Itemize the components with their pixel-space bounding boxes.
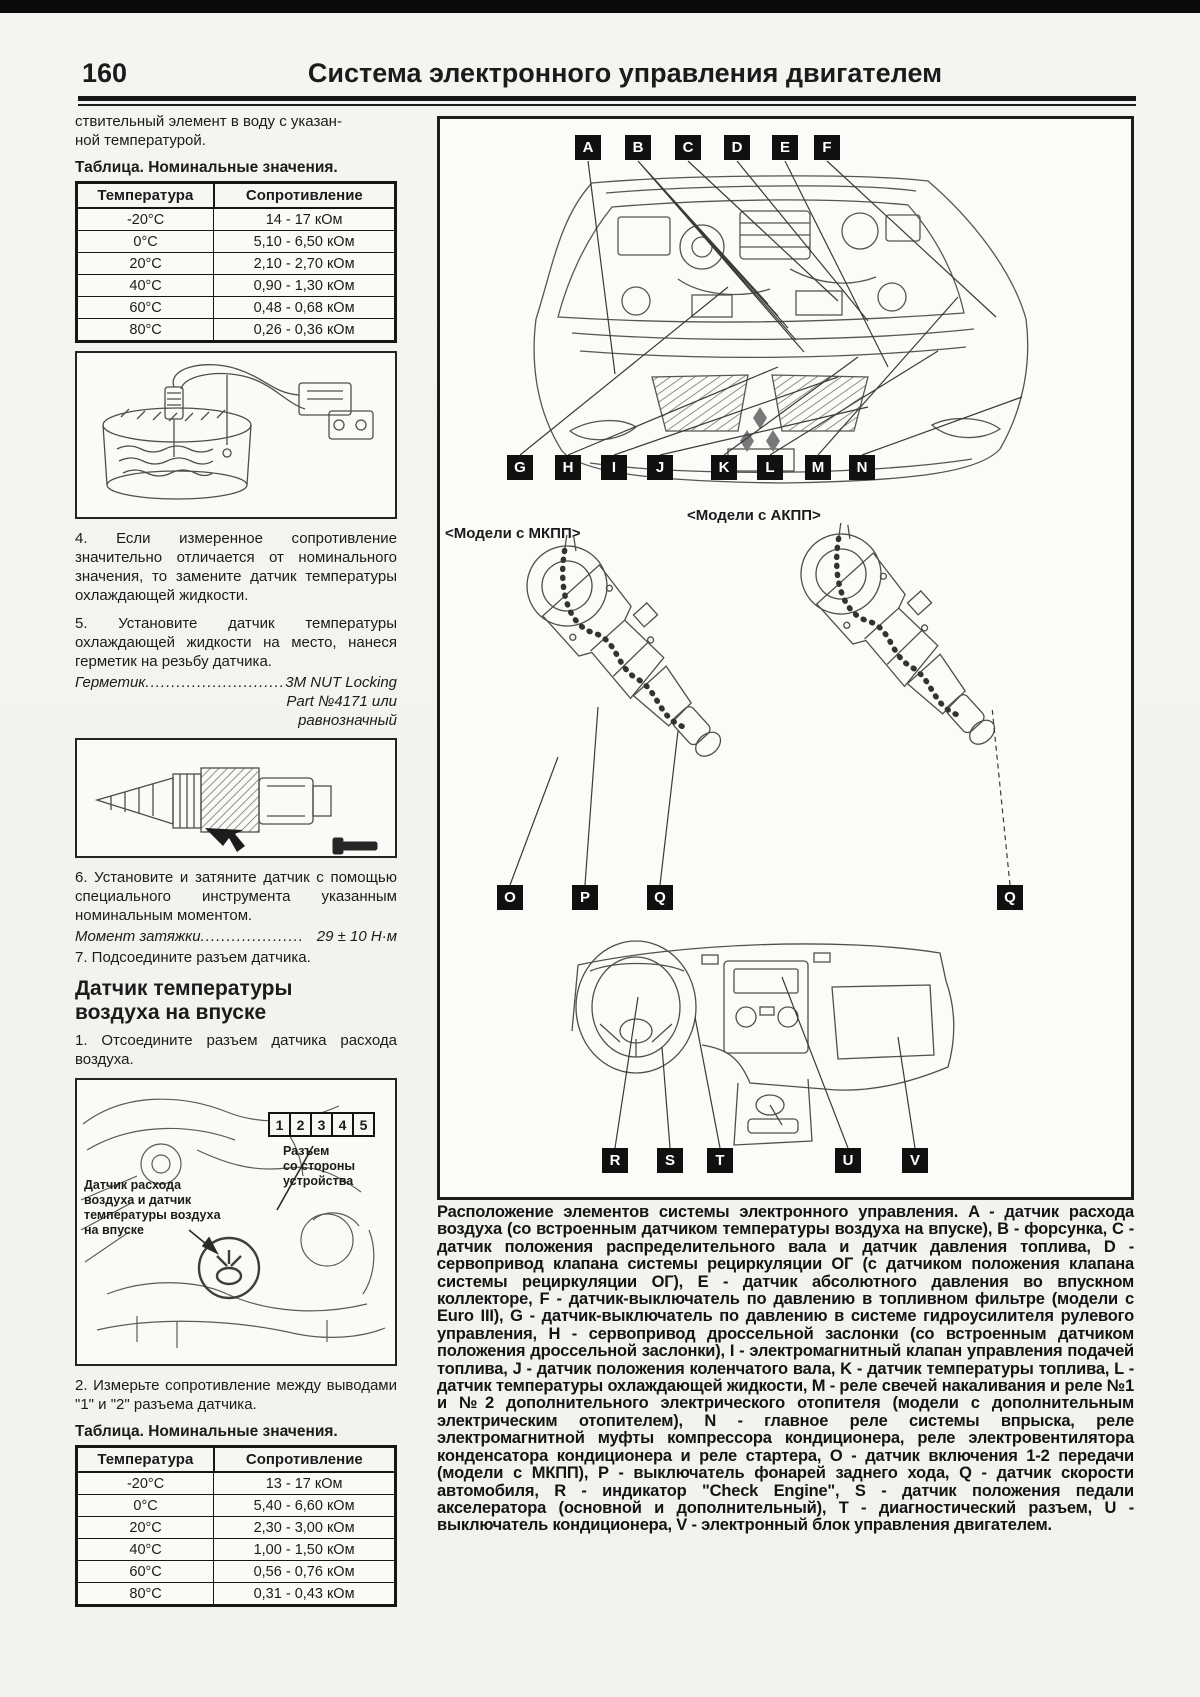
label-line: на впуске [84, 1223, 145, 1237]
step-5-paragraph: 5. Установите датчик температуры охлаждающей жидкости на место, нанеся герметик на резьбу датчика. [75, 615, 397, 670]
header-rule-thick [78, 96, 1136, 101]
callout-o: O [497, 885, 523, 910]
leader-dots: .................... [200, 928, 304, 945]
torque-value: 29 ± 10 Н·м [316, 928, 397, 945]
callout-l: L [757, 455, 783, 480]
table2-caption: Таблица. Номинальные значения. [75, 1423, 338, 1440]
cell-res: 2,30 - 3,00 кОм [214, 1517, 396, 1539]
page-number: 160 [82, 58, 128, 88]
left-column [75, 112, 397, 1615]
step-1-paragraph: 1. Отсоедините разъем датчика расхода воздуха. [75, 1032, 397, 1068]
pointer-arrow [205, 828, 245, 852]
cell-temp: 20°C [77, 253, 214, 275]
column-header-temperature: Температура [77, 1447, 214, 1473]
heading-line-1: Датчик температуры [75, 977, 293, 1000]
table-row [77, 253, 396, 275]
sealant-label: Герметик [75, 674, 146, 691]
sealant-value-line-2: Part №4171 или [286, 693, 397, 710]
intro-paragraph [75, 112, 397, 150]
figure-coolant-sensor [75, 738, 397, 858]
diagram-line-art [440, 119, 1131, 1197]
cell-res: 0,90 - 1,30 кОм [214, 275, 396, 297]
torque-spec [75, 927, 397, 946]
step-6-paragraph: 6. Установите и затяните датчик с помощью специального инструмента указанным номинальным моментом. [75, 869, 397, 924]
cell-temp: 20°C [77, 1517, 214, 1539]
label-line: со стороны [283, 1159, 356, 1173]
header-rule-thin [78, 104, 1136, 106]
dashboard-drawing [572, 941, 954, 1145]
beaker-test-drawing [77, 353, 394, 517]
label-line: Датчик расхода [84, 1178, 182, 1192]
callout-n: N [849, 455, 875, 480]
component-location-diagram [437, 116, 1134, 1200]
column-header-resistance: Сопротивление [214, 183, 396, 209]
sealant-value-line-1: 3M NUT Locking [285, 674, 397, 691]
table-row [77, 1472, 396, 1495]
intro-line-1: ствительный элемент в воду с указан- [75, 113, 342, 130]
cell-res: 0,48 - 0,68 кОм [214, 297, 396, 319]
cell-temp: -20°C [77, 1472, 214, 1495]
step-7-paragraph: 7. Подсоедините разъем датчика. [75, 949, 311, 966]
pin-1: 1 [268, 1112, 291, 1137]
sealant-value-line-3: равнозначный [298, 712, 397, 729]
page-title: Система электронного управления двигателем [307, 58, 943, 88]
table-row [77, 1561, 396, 1583]
callout-m: M [805, 455, 831, 480]
callout-f: F [814, 135, 840, 160]
callout-v: V [902, 1148, 928, 1173]
cell-temp: -20°C [77, 208, 214, 231]
pin-3: 3 [310, 1112, 333, 1137]
table-row [77, 208, 396, 231]
pin-2: 2 [289, 1112, 312, 1137]
figure-airflow-sensor [75, 1078, 397, 1366]
step-2-paragraph: 2. Измерьте сопротивление между выводами "1" и "2" разъема датчика. [75, 1377, 397, 1413]
table-header-row [77, 1447, 396, 1473]
brand-logo-diamonds [740, 407, 780, 452]
label-line: воздуха и датчик [84, 1193, 192, 1207]
table1-caption: Таблица. Номинальные значения. [75, 159, 338, 176]
cell-temp: 40°C [77, 1539, 214, 1561]
callout-b: B [625, 135, 651, 160]
callout-g: G [507, 455, 533, 480]
callout-k: K [711, 455, 737, 480]
column-header-temperature: Температура [77, 183, 214, 209]
airflow-sensor-label [84, 1178, 234, 1238]
resistance-table-coolant [75, 181, 397, 343]
callout-a: A [575, 135, 601, 160]
label-line: Разъем [283, 1144, 330, 1158]
caption-mt-models: <Модели с МКПП> [445, 525, 581, 542]
cell-temp: 40°C [77, 275, 214, 297]
cell-res: 13 - 17 кОм [214, 1472, 396, 1495]
intro-line-2: ной температурой. [75, 132, 206, 149]
callout-q-mt: Q [647, 885, 673, 910]
label-line: температуры воздуха [84, 1208, 221, 1222]
table-row [77, 1583, 396, 1606]
callout-j: J [647, 455, 673, 480]
cell-res: 5,10 - 6,50 кОм [214, 231, 396, 253]
column-header-resistance: Сопротивление [214, 1447, 396, 1473]
cell-temp: 0°C [77, 231, 214, 253]
callout-d: D [724, 135, 750, 160]
callout-c: C [675, 135, 701, 160]
coolant-sensor-drawing [77, 740, 394, 856]
callout-q-at: Q [997, 885, 1023, 910]
pin-5: 5 [352, 1112, 375, 1137]
engine-bay-drawing [534, 176, 1028, 483]
callout-u: U [835, 1148, 861, 1173]
cell-res: 0,31 - 0,43 кОм [214, 1583, 396, 1606]
cell-res: 14 - 17 кОм [214, 208, 396, 231]
caption-at-models: <Модели с АКПП> [687, 507, 821, 524]
transmission-mt-drawing [511, 524, 752, 778]
cell-temp: 60°C [77, 297, 214, 319]
section-heading-intake-air-temp [75, 977, 397, 1025]
callout-t: T [707, 1148, 733, 1173]
table-row [77, 275, 396, 297]
cell-temp: 60°C [77, 1561, 214, 1583]
cell-temp: 80°C [77, 1583, 214, 1606]
table-row [77, 231, 396, 253]
callout-s: S [657, 1148, 683, 1173]
callout-h: H [555, 455, 581, 480]
connector-pin-row [270, 1112, 375, 1137]
table-row [77, 1517, 396, 1539]
table-row [77, 1495, 396, 1517]
cell-res: 5,40 - 6,60 кОм [214, 1495, 396, 1517]
cell-temp: 0°C [77, 1495, 214, 1517]
pin-4: 4 [331, 1112, 354, 1137]
resistance-table-intake-air [75, 1445, 397, 1607]
step-4-paragraph: 4. Если измеренное сопротивление значительно отличается от номинального значения, то замените датчик температуры охлаждающей жидкости. [75, 530, 397, 604]
scan-top-bar [0, 0, 1200, 13]
callout-e: E [772, 135, 798, 160]
element-location-caption: Расположение элементов системы электронного управления. A - датчик расхода воздуха (со встроенным датчиком температуры воздуха на впуске), B - форсунка, C - датчик положения распределительного вала и датчик давления топлива, D - сервопривод клапана системы рециркуляции ОГ (с датчиком положения клапана системы рециркуляции ОГ), E - датчик абсолютного давления во впускном коллекторе, F - датчик-выключатель по давлению в топливном фильтре (модели с Euro III), G - датчик-выключатель по давлению в системе гидроусилителя рулевого управления, H - сервопривод дроссельной заслонки (со встроенным датчиком положения дроссельной заслонки), I - электромагнитный клапан управления подачей топлива, J - датчик положения коленчатого вала, K - датчик температуры топлива, L - датчик температуры охлаждающей жидкости, M - реле свечей накаливания и реле №1 и №2 дополнительного электрического отопителя (модели с дополнительным электрическим отопителем), N - главное реле системы впрыска, реле электромагнитной муфты компрессора кондиционера, реле электровентилятора конденсатора кондиционера и реле стартера, O - датчик включения 1-2 передачи (модели с МКПП), P - выключатель фонарей заднего хода, Q - датчик скорости автомобиля, R - индикатор "Check Engine", S - датчик положения педали акселератора (основной и дополнительный), T - диагностический разъем, U - выключатель кондиционера, V - электронный блок управления двигателем. [437, 1203, 1134, 1535]
leader-dots: ........................... [145, 674, 285, 691]
label-line: устройства [283, 1174, 354, 1188]
figure-beaker-test [75, 351, 397, 519]
sealant-spec [75, 673, 397, 692]
callout-p: P [572, 885, 598, 910]
cell-res: 0,56 - 0,76 кОм [214, 1561, 396, 1583]
callout-r: R [602, 1148, 628, 1173]
transmission-at-drawing [785, 512, 1026, 766]
torque-label: Момент затяжки [75, 928, 201, 945]
table-row [77, 319, 396, 342]
cell-res: 0,26 - 0,36 кОм [214, 319, 396, 342]
cell-temp: 80°C [77, 319, 214, 342]
table-header-row [77, 183, 396, 209]
cell-res: 1,00 - 1,50 кОм [214, 1539, 396, 1561]
heading-line-2: воздуха на впуске [75, 1001, 267, 1024]
table-row [77, 297, 396, 319]
table-row [77, 1539, 396, 1561]
cell-res: 2,10 - 2,70 кОм [214, 253, 396, 275]
connector-side-label [283, 1144, 393, 1189]
callout-i: I [601, 455, 627, 480]
